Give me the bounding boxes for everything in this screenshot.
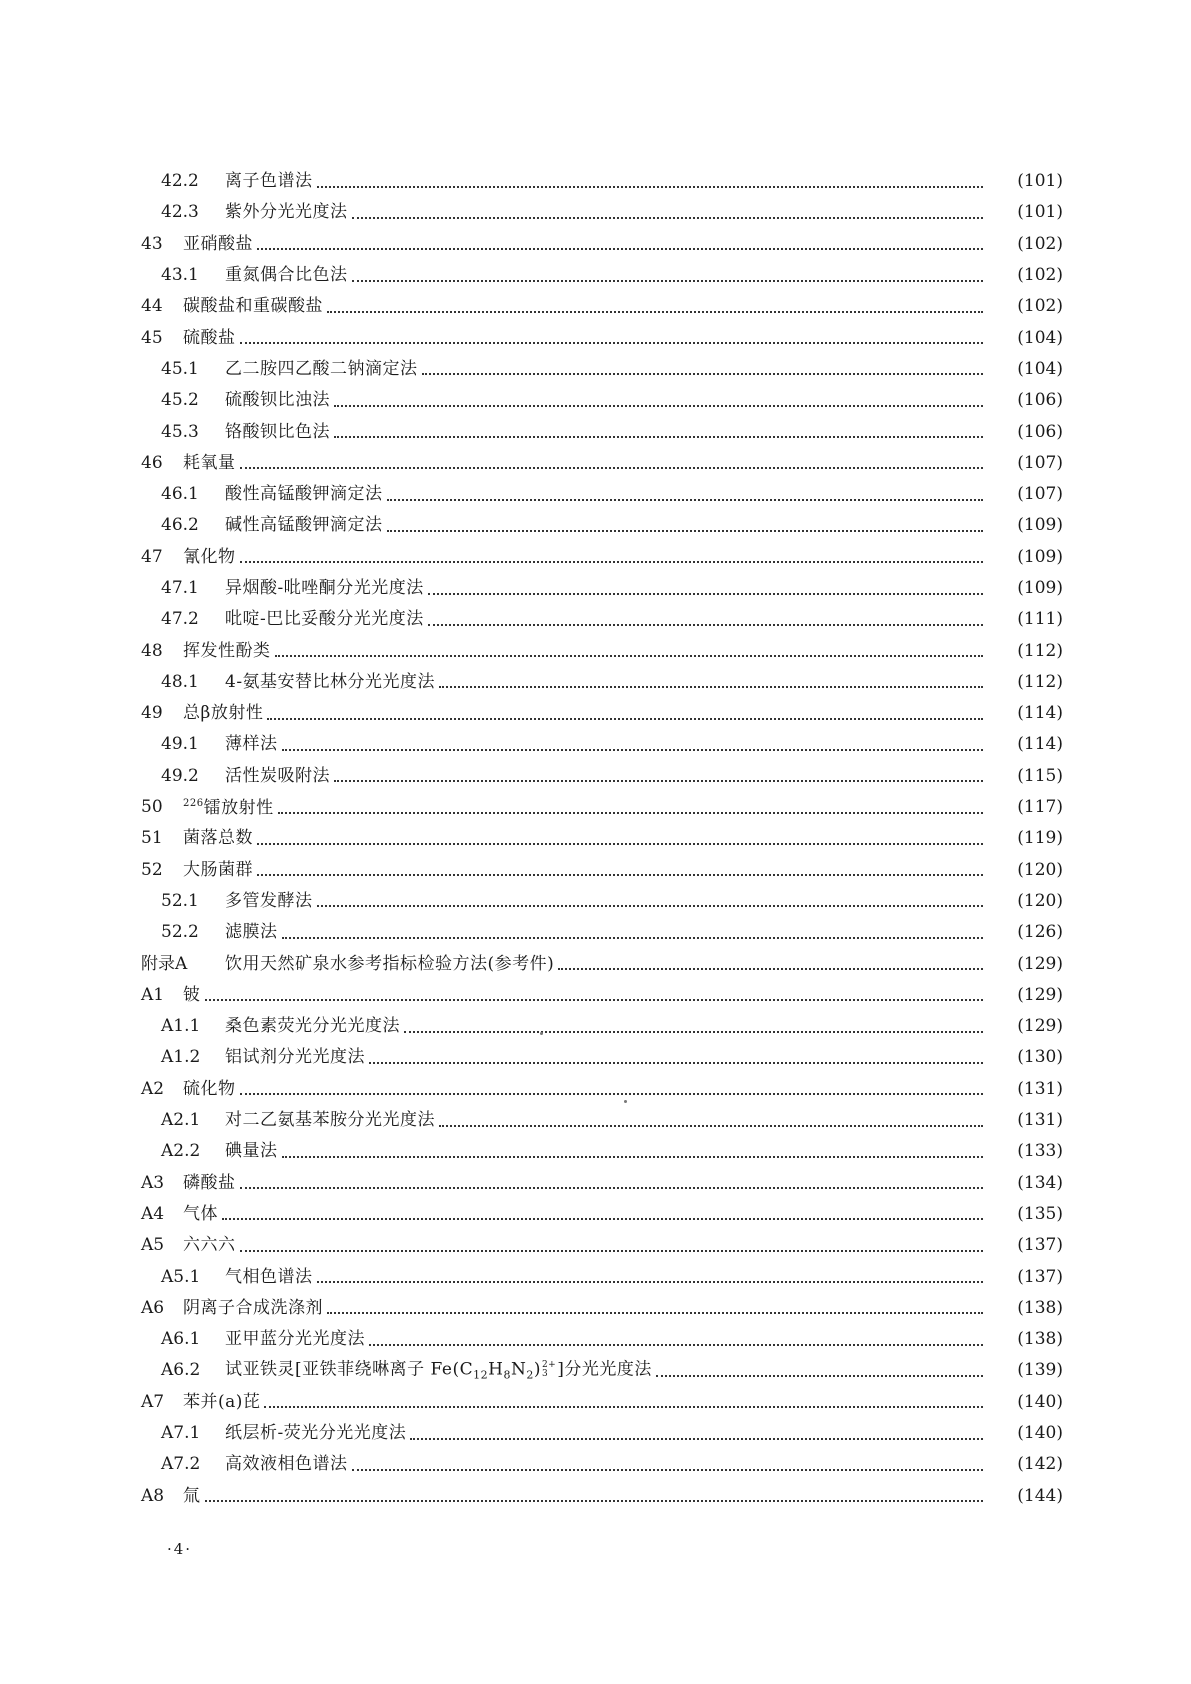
toc-row[interactable]	[0, 1261, 1191, 1292]
toc-section-title: 纸层析-荧光分光光度法	[225, 1423, 407, 1444]
formula-text: ]分光光度法	[557, 1359, 652, 1380]
toc-page-number: (104)	[1017, 358, 1063, 379]
toc-title-text: 镭放射性	[203, 797, 274, 818]
toc-section-title	[225, 1361, 652, 1381]
dot-leader	[240, 561, 984, 563]
toc-section-number: A6.2	[161, 1360, 201, 1381]
toc-page-number: (102)	[1017, 233, 1063, 254]
toc-row[interactable]	[0, 291, 1191, 322]
toc-page-number: (115)	[1017, 765, 1063, 786]
toc-row[interactable]	[0, 604, 1191, 635]
toc-page-number: (112)	[1017, 671, 1063, 692]
toc-page-number: (131)	[1017, 1110, 1063, 1131]
toc-entry	[161, 765, 985, 786]
toc-entry	[161, 421, 985, 442]
toc-entry	[161, 204, 985, 221]
toc-page-number: (117)	[1017, 797, 1063, 818]
toc-page-number: (140)	[1017, 1391, 1063, 1412]
dot-leader	[257, 248, 983, 250]
toc-section-number: A7.2	[161, 1454, 201, 1475]
toc-page-number: (140)	[1017, 1423, 1063, 1444]
toc-section-title: 异烟酸-吡唑酮分光光度法	[225, 578, 424, 598]
toc-section-title: 碱性高锰酸钾滴定法	[225, 515, 383, 536]
toc-section-title: 硫化物	[183, 1078, 236, 1099]
toc-entry	[161, 671, 985, 692]
toc-section-number: 49.2	[161, 765, 199, 786]
dot-leader	[334, 780, 983, 782]
toc-section-number: 42.3	[161, 202, 199, 223]
dot-leader	[205, 1500, 984, 1502]
toc-page-number: (109)	[1017, 546, 1063, 567]
toc-page-number: (142)	[1017, 1454, 1063, 1475]
toc-entry	[161, 173, 985, 190]
toc-row[interactable]	[0, 729, 1191, 760]
dot-leader	[257, 843, 983, 845]
dot-leader	[428, 624, 983, 626]
toc-section-title: 亚甲蓝分光光度法	[225, 1329, 365, 1350]
toc-row[interactable]	[0, 1168, 1191, 1199]
toc-row[interactable]	[0, 229, 1191, 260]
toc-section-title: 对二乙氨基苯胺分光光度法	[225, 1110, 435, 1131]
toc-section-title: 活性炭吸附法	[225, 765, 330, 786]
dot-leader	[334, 405, 983, 407]
toc-section-number: 47.1	[161, 578, 199, 598]
dot-leader	[410, 1438, 983, 1440]
dot-leader	[352, 217, 984, 219]
dot-leader	[369, 1344, 983, 1346]
toc-section-title: 六六六	[183, 1235, 236, 1256]
table-of-contents	[0, 166, 1191, 1512]
toc-section-number: 45.2	[161, 390, 199, 411]
toc-entry	[141, 640, 985, 661]
toc-page-number: (131)	[1017, 1078, 1063, 1099]
dot-leader	[222, 1218, 983, 1220]
toc-row[interactable]	[0, 573, 1191, 604]
dot-leader	[282, 749, 984, 751]
toc-page-number: (126)	[1017, 922, 1063, 943]
toc-section-number: A6	[141, 1297, 165, 1318]
toc-section-number: A1	[141, 984, 165, 1005]
toc-entry	[161, 1361, 985, 1381]
toc-section-title: 挥发性酚类	[183, 640, 271, 661]
toc-section-number: 43.1	[161, 265, 199, 286]
toc-entry	[161, 1456, 985, 1473]
toc-row[interactable]	[0, 542, 1191, 573]
toc-section-number: 52.2	[161, 922, 199, 943]
page-number: ·4·	[167, 1540, 193, 1558]
dot-leader	[264, 1406, 983, 1408]
toc-section-number: 45.3	[161, 421, 199, 442]
dot-leader	[656, 1375, 983, 1377]
toc-entry	[141, 327, 985, 348]
dot-leader	[327, 1312, 983, 1314]
toc-row[interactable]	[0, 1230, 1191, 1261]
dot-leader	[278, 812, 983, 814]
toc-section-title: 滤膜法	[225, 922, 278, 943]
toc-entry	[141, 1203, 985, 1224]
toc-section-number: A4	[141, 1203, 165, 1224]
toc-section-number: 50	[141, 797, 163, 818]
toc-page-number: (129)	[1017, 984, 1063, 1005]
toc-section-title: 重氮偶合比色法	[225, 265, 348, 286]
toc-section-title: 薄样法	[225, 734, 278, 755]
toc-page-number: (135)	[1017, 1203, 1063, 1224]
toc-row[interactable]	[0, 761, 1191, 792]
toc-page-number: (134)	[1017, 1172, 1063, 1193]
subscript: 8	[503, 1368, 511, 1382]
toc-section-number: A8	[141, 1485, 165, 1506]
toc-section-number: 附录A	[141, 953, 188, 974]
toc-page-number: (129)	[1017, 953, 1063, 974]
toc-entry	[161, 611, 985, 628]
toc-page-number: (114)	[1017, 734, 1063, 755]
toc-section-number: A5	[141, 1235, 165, 1256]
formula-text: )	[533, 1359, 541, 1380]
count-subscript: 3	[541, 1369, 549, 1380]
toc-entry	[161, 1018, 985, 1035]
toc-page-number: (119)	[1017, 828, 1063, 849]
toc-page-number: (104)	[1017, 327, 1063, 348]
toc-page-number: (102)	[1017, 296, 1063, 317]
toc-page-number: (109)	[1017, 578, 1063, 598]
toc-entry	[141, 233, 985, 254]
toc-entry	[141, 859, 985, 880]
toc-page-number: (101)	[1017, 171, 1063, 192]
toc-entry	[141, 705, 985, 722]
toc-page-number: (138)	[1017, 1329, 1063, 1350]
dot-leader	[317, 186, 984, 188]
toc-row[interactable]	[0, 917, 1191, 948]
subscript: 2	[526, 1368, 534, 1382]
toc-row[interactable]	[0, 260, 1191, 291]
dot-leader	[205, 999, 984, 1001]
toc-section-title: 耗氧量	[183, 452, 236, 473]
toc-section-number: 48.1	[161, 671, 199, 692]
toc-page-number: (114)	[1017, 703, 1063, 724]
dot-leader	[428, 593, 983, 595]
toc-entry	[161, 1331, 985, 1348]
toc-section-title: 氰化物	[183, 546, 236, 567]
toc-row[interactable]	[0, 322, 1191, 353]
toc-row[interactable]	[0, 635, 1191, 666]
toc-section-number: 44	[141, 296, 163, 317]
toc-entry	[141, 1237, 985, 1254]
toc-section-title: 桑色素荧光分光光度法	[225, 1016, 400, 1037]
toc-page-number: (137)	[1017, 1266, 1063, 1287]
superscript: 226	[183, 797, 204, 809]
toc-section-number: 42.2	[161, 171, 199, 192]
dot-leader	[387, 530, 984, 532]
toc-row[interactable]	[0, 385, 1191, 416]
toc-row[interactable]	[0, 1011, 1191, 1042]
toc-entry	[161, 890, 985, 911]
toc-row[interactable]	[0, 1199, 1191, 1230]
toc-section-title: 铍	[183, 984, 201, 1005]
toc-entry	[141, 953, 985, 974]
toc-entry	[141, 799, 985, 817]
formula-text: N	[510, 1359, 527, 1380]
toc-row[interactable]	[0, 479, 1191, 510]
dot-leader	[352, 280, 984, 282]
toc-row[interactable]	[0, 1105, 1191, 1136]
toc-entry	[161, 580, 985, 597]
toc-section-title: 氚	[183, 1485, 201, 1506]
dot-leader	[422, 373, 984, 375]
dot-leader	[282, 1156, 984, 1158]
toc-entry	[141, 1485, 985, 1506]
dot-leader	[240, 1250, 984, 1252]
toc-entry	[161, 517, 985, 534]
toc-entry	[141, 1172, 985, 1193]
toc-entry	[161, 358, 985, 379]
toc-row[interactable]	[0, 510, 1191, 541]
toc-row[interactable]	[0, 886, 1191, 917]
toc-row[interactable]	[0, 698, 1191, 729]
toc-entry	[141, 830, 985, 847]
formula-text: H	[488, 1359, 504, 1380]
toc-entry	[141, 1391, 985, 1412]
toc-entry	[161, 736, 985, 753]
dot-leader	[439, 686, 983, 688]
toc-page-number: (129)	[1017, 1016, 1063, 1037]
toc-section-title: 大肠菌群	[183, 859, 253, 880]
charge-superscript: 2+	[541, 1360, 557, 1371]
toc-page-number: (102)	[1017, 265, 1063, 286]
toc-row[interactable]	[0, 1042, 1191, 1073]
toc-section-title	[183, 799, 274, 817]
toc-entry	[141, 1078, 985, 1099]
toc-section-title: 总β放射性	[183, 703, 264, 724]
toc-section-title: 磷酸盐	[183, 1172, 236, 1193]
toc-section-title: 气体	[183, 1203, 218, 1224]
toc-page-number: (107)	[1017, 484, 1063, 505]
toc-section-number: 47	[141, 546, 163, 567]
toc-row[interactable]	[0, 166, 1191, 197]
scan-speck	[540, 1032, 543, 1035]
toc-entry	[161, 1049, 985, 1066]
toc-section-number: 48	[141, 640, 163, 661]
toc-row[interactable]	[0, 667, 1191, 698]
toc-section-title: 硫酸盐	[183, 327, 236, 348]
toc-page-number: (120)	[1017, 859, 1063, 880]
toc-entry	[161, 1425, 985, 1442]
toc-section-title: 碳酸盐和重碳酸盐	[183, 296, 323, 317]
dot-leader	[240, 1187, 984, 1189]
toc-section-title: 多管发酵法	[225, 890, 313, 911]
toc-row[interactable]	[0, 1074, 1191, 1105]
toc-entry	[161, 267, 985, 284]
toc-entry	[161, 924, 985, 941]
toc-section-title: 碘量法	[225, 1141, 278, 1162]
toc-section-title: 菌落总数	[183, 828, 253, 849]
toc-entry	[141, 1297, 985, 1318]
dot-leader	[240, 1093, 984, 1095]
toc-section-title: 气相色谱法	[225, 1266, 313, 1287]
toc-page-number: (120)	[1017, 890, 1063, 911]
toc-section-number: 46.2	[161, 515, 199, 536]
toc-row[interactable]	[0, 792, 1191, 823]
toc-entry	[161, 1112, 985, 1129]
toc-section-number: A7.1	[161, 1423, 201, 1444]
toc-page-number: (133)	[1017, 1141, 1063, 1162]
dot-leader	[387, 499, 984, 501]
toc-page-number: (109)	[1017, 515, 1063, 536]
dot-leader	[275, 655, 984, 657]
dot-leader	[352, 1469, 984, 1471]
toc-section-title: 铝试剂分光光度法	[225, 1047, 365, 1068]
toc-row[interactable]	[0, 1480, 1191, 1511]
toc-row[interactable]	[0, 197, 1191, 228]
toc-section-number: A1.2	[161, 1047, 201, 1068]
dot-leader	[267, 718, 983, 720]
toc-section-number: 51	[141, 828, 163, 849]
toc-section-number: 45.1	[161, 358, 199, 379]
toc-row[interactable]	[0, 855, 1191, 886]
toc-section-title: 亚硝酸盐	[183, 233, 253, 254]
dot-leader	[558, 968, 983, 970]
toc-section-number: A6.1	[161, 1329, 201, 1350]
toc-section-number: A2	[141, 1078, 165, 1099]
toc-section-number: A7	[141, 1391, 165, 1412]
toc-section-title: 饮用天然矿泉水参考指标检验方法(参考件)	[225, 953, 555, 974]
toc-row[interactable]	[0, 1324, 1191, 1355]
toc-section-title: 铬酸钡比色法	[225, 421, 330, 442]
toc-entry	[141, 984, 985, 1005]
toc-page-number: (144)	[1017, 1485, 1063, 1506]
toc-section-title: 4-氨基安替比林分光光度法	[225, 671, 436, 692]
toc-page-number: (130)	[1017, 1047, 1063, 1068]
dot-leader	[240, 467, 984, 469]
toc-page-number: (139)	[1017, 1360, 1063, 1381]
subscript: 12	[473, 1368, 489, 1382]
toc-section-number: 49	[141, 703, 163, 724]
toc-section-number: 49.1	[161, 734, 199, 755]
toc-section-title: 苯并(a)芘	[183, 1391, 261, 1412]
dot-leader	[317, 1281, 984, 1283]
toc-section-title: 硫酸钡比浊法	[225, 390, 330, 411]
toc-row[interactable]	[0, 948, 1191, 979]
toc-page-number: (107)	[1017, 452, 1063, 473]
toc-entry	[161, 486, 985, 503]
toc-row[interactable]	[0, 980, 1191, 1011]
toc-section-title: 乙二胺四乙酸二钠滴定法	[225, 358, 418, 379]
toc-page-number: (138)	[1017, 1297, 1063, 1318]
dot-leader	[334, 436, 983, 438]
toc-section-title: 高效液相色谱法	[225, 1454, 348, 1475]
toc-section-number: A1.1	[161, 1016, 201, 1037]
dot-leader	[317, 905, 984, 907]
toc-entry	[161, 392, 985, 409]
toc-section-title: 紫外分光光度法	[225, 202, 348, 223]
toc-section-number: 46	[141, 452, 163, 473]
dot-leader	[404, 1031, 983, 1033]
toc-section-number: 43	[141, 233, 163, 254]
toc-section-number: 52.1	[161, 890, 199, 911]
toc-section-number: 45	[141, 327, 163, 348]
toc-entry	[141, 298, 985, 315]
toc-page-number: (137)	[1017, 1235, 1063, 1256]
toc-entry	[161, 1266, 985, 1287]
dot-leader	[240, 342, 984, 344]
dot-leader	[439, 1125, 983, 1127]
toc-section-number: A2.2	[161, 1141, 201, 1162]
dot-leader	[282, 937, 984, 939]
toc-section-number: 47.2	[161, 609, 199, 630]
toc-section-title: 酸性高锰酸钾滴定法	[225, 484, 383, 505]
toc-section-title: 吡啶-巴比妥酸分光光度法	[225, 609, 424, 630]
scan-speck	[624, 1100, 627, 1103]
toc-section-number: 52	[141, 859, 163, 880]
toc-section-number: A2.1	[161, 1110, 201, 1131]
toc-page-number: (112)	[1017, 640, 1063, 661]
toc-section-number: A3	[141, 1172, 165, 1193]
toc-page-number: (106)	[1017, 390, 1063, 411]
dot-leader	[327, 311, 983, 313]
toc-row[interactable]	[0, 416, 1191, 447]
toc-page-number: (111)	[1017, 609, 1063, 630]
toc-row[interactable]	[0, 1387, 1191, 1418]
toc-section-number: 46.1	[161, 484, 199, 505]
toc-page-number: (106)	[1017, 421, 1063, 442]
toc-row[interactable]	[0, 1355, 1191, 1386]
toc-section-title: 离子色谱法	[225, 171, 313, 192]
toc-entry	[141, 452, 985, 473]
formula-text: 试亚铁灵[亚铁菲绕啉离子 Fe(C	[225, 1359, 474, 1380]
toc-page-number: (101)	[1017, 202, 1063, 223]
toc-section-number: A5.1	[161, 1266, 201, 1287]
toc-entry	[141, 546, 985, 567]
toc-row[interactable]	[0, 1136, 1191, 1167]
toc-row[interactable]	[0, 1449, 1191, 1480]
ion-charge	[542, 1361, 556, 1379]
dot-leader	[369, 1062, 983, 1064]
toc-row[interactable]	[0, 354, 1191, 385]
dot-leader	[257, 874, 983, 876]
toc-row[interactable]	[0, 1293, 1191, 1324]
toc-row[interactable]	[0, 1418, 1191, 1449]
toc-row[interactable]	[0, 823, 1191, 854]
toc-row[interactable]	[0, 448, 1191, 479]
toc-section-title: 阴离子合成洗涤剂	[183, 1297, 323, 1318]
toc-entry	[161, 1143, 985, 1160]
